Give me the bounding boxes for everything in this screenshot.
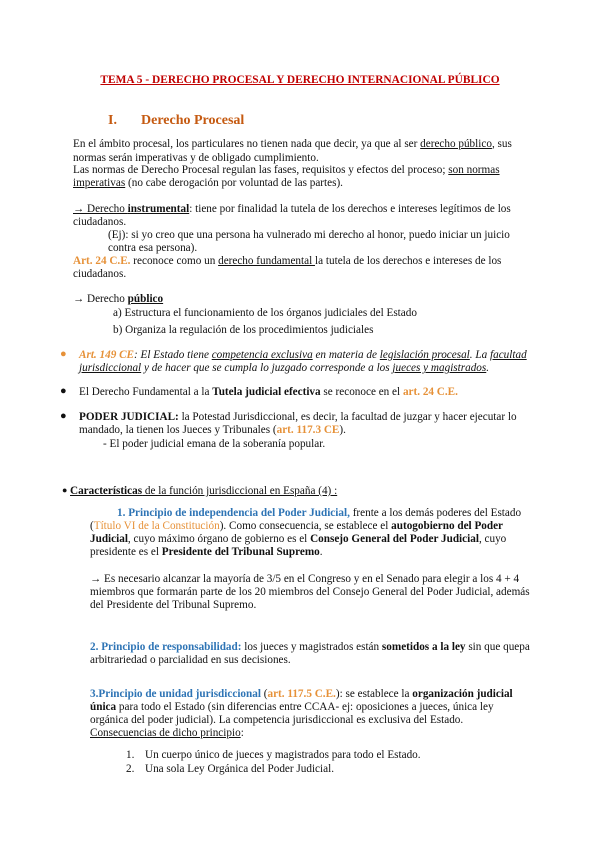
paragraph-line bbox=[90, 700, 494, 714]
text: ). Como consecuencia, se establece el bbox=[219, 520, 392, 532]
paragraph-line bbox=[79, 348, 527, 362]
text-bold: sometidos a la ley bbox=[381, 641, 466, 653]
text-underlined: legislación procesal bbox=[379, 349, 470, 361]
paragraph-line bbox=[90, 545, 323, 559]
paragraph-line bbox=[73, 137, 528, 151]
text-underlined: jurisdiccional bbox=[79, 362, 142, 374]
numbered-item-number: 2. bbox=[126, 763, 135, 775]
text-bold: Judicial bbox=[90, 533, 128, 545]
text-bold: público bbox=[127, 293, 164, 305]
paragraph-line bbox=[90, 687, 513, 701]
bullet-icon: ● bbox=[60, 410, 67, 422]
example-line: contra esa persona). bbox=[108, 242, 198, 254]
text: en materia de bbox=[312, 349, 380, 361]
principle-heading: 3.Principio de unidad jurisdiccional bbox=[90, 688, 261, 700]
bullet-icon: ● bbox=[62, 485, 68, 495]
paragraph-line: normas serán imperativas y de obligado cumplimiento. bbox=[73, 152, 319, 164]
paragraph-line bbox=[90, 726, 244, 740]
note-line: → Es necesario alcanzar la mayoría de 3/5 en el Congreso y en el Senado para elegir a los 4 + 4 bbox=[90, 573, 520, 585]
paragraph-line: orgánica del poder judicial). La competencia jurisdiccional es exclusiva del Estado. bbox=[90, 714, 464, 726]
bullet-icon: ● bbox=[60, 385, 67, 397]
text: (no cabe derogación por voluntad de las partes). bbox=[125, 177, 343, 189]
text-underlined: competencia exclusiva bbox=[211, 349, 313, 361]
text-underlined: facultad bbox=[490, 349, 527, 361]
section-heading: Derecho Procesal bbox=[141, 113, 245, 128]
text-underlined: imperativas bbox=[73, 177, 126, 189]
section-number: I. bbox=[108, 113, 117, 128]
arrow-text: → Derecho bbox=[73, 293, 128, 305]
text: para todo el Estado (sin diferencias entre CCAA- ej: oposiciones a jueces, única ley bbox=[116, 701, 494, 713]
text: . La bbox=[469, 349, 491, 361]
text: : El Estado tiene bbox=[134, 349, 212, 361]
text: se reconoce en el bbox=[320, 386, 403, 398]
paragraph-line bbox=[73, 292, 163, 306]
text-underlined: de la función jurisdiccional en España (4) : bbox=[142, 485, 338, 497]
article-reference: art. 117.5 C.E. bbox=[267, 688, 336, 700]
article-reference: art. 117.3 CE bbox=[276, 424, 340, 436]
principle-heading: 1. Principio de independencia del Poder Judicial, bbox=[117, 507, 350, 519]
paragraph-line bbox=[73, 254, 501, 268]
note-line: del Presidente del Tribunal Supremo. bbox=[90, 599, 257, 611]
numbered-item: Una sola Ley Orgánica del Poder Judicial. bbox=[145, 763, 334, 775]
paragraph-line bbox=[79, 385, 458, 399]
text: En el ámbito procesal, los particulares no tienen nada que decir, ya que al ser bbox=[73, 138, 421, 150]
text-bold: Consejo General del Poder Judicial bbox=[310, 533, 479, 545]
text-underlined: son normas bbox=[448, 164, 500, 176]
example-line: (Ej): si yo creo que una persona ha vulnerado mi derecho al honor, puedo iniciar un juicio bbox=[108, 229, 510, 241]
text: Las normas de Derecho Procesal regulan las fases, requisitos y efectos del proceso; bbox=[73, 164, 449, 176]
text-bold: organización judicial bbox=[412, 688, 513, 700]
text-bold: única bbox=[90, 701, 117, 713]
text-underlined: jueces y magistrados bbox=[392, 362, 487, 374]
text-underlined: derecho público bbox=[420, 138, 492, 150]
paragraph-line bbox=[73, 163, 500, 177]
text-underlined: Consecuencias de dicho principio bbox=[90, 727, 241, 739]
text: mandado, la tienen los Jueces y Tribunales ( bbox=[79, 424, 277, 436]
text: . bbox=[486, 362, 490, 374]
paragraph-line bbox=[90, 532, 506, 546]
bullet-icon: ● bbox=[60, 348, 67, 360]
paragraph-line bbox=[73, 202, 511, 216]
text: frente a los demás poderes del Estado bbox=[349, 507, 522, 519]
text-bold: Características bbox=[70, 485, 143, 497]
arrow-text: → Derecho bbox=[73, 203, 128, 215]
text-bold: instrumental bbox=[127, 203, 190, 215]
paragraph-line: ciudadanos. bbox=[73, 268, 127, 280]
text-bold: autogobierno del Poder bbox=[391, 520, 504, 532]
text: , sus bbox=[491, 138, 512, 150]
paragraph-line: ciudadanos. bbox=[73, 216, 127, 228]
text: los jueces y magistrados están bbox=[241, 641, 382, 653]
list-item: b) Organiza la regulación de los procedimientos judiciales bbox=[113, 324, 374, 336]
text: ): se establece la bbox=[335, 688, 413, 700]
text: reconoce como un bbox=[130, 255, 219, 267]
text: y de hacer que se cumpla lo juzgado corresponde a los bbox=[141, 362, 393, 374]
text-bold: PODER JUDICIAL: bbox=[79, 411, 179, 423]
note-line: miembros que formarán parte de los 20 miembros del Consejo General del Poder Judicial, además bbox=[90, 586, 530, 598]
text: ). bbox=[339, 424, 346, 436]
paragraph-line bbox=[73, 176, 343, 190]
article-reference: Título VI de la Constitución bbox=[93, 520, 220, 532]
text: , cuyo bbox=[478, 533, 507, 545]
paragraph-line bbox=[117, 506, 521, 520]
text-underlined: derecho fundamental bbox=[218, 255, 316, 267]
document-title: TEMA 5 - DERECHO PROCESAL Y DERECHO INTERNACIONAL PÚBLICO bbox=[100, 74, 500, 86]
paragraph-line bbox=[90, 640, 530, 654]
text: sin que quepa bbox=[465, 641, 530, 653]
article-reference: art. 24 C.E. bbox=[402, 386, 458, 398]
paragraph-line bbox=[90, 519, 503, 533]
text: : bbox=[240, 727, 244, 739]
paragraph-line bbox=[70, 484, 337, 498]
text: El Derecho Fundamental a la bbox=[79, 386, 213, 398]
principle-heading: 2. Principio de responsabilidad: bbox=[90, 641, 242, 653]
text: : tiene por finalidad la tutela de los derechos e intereses legítimos de los bbox=[189, 203, 511, 215]
text: ( bbox=[260, 688, 268, 700]
paragraph-line bbox=[79, 423, 346, 437]
sub-item: - El poder judicial emana de la soberanía popular. bbox=[103, 438, 326, 450]
text: la tutela de los derechos e intereses de los bbox=[315, 255, 502, 267]
article-reference: Art. 149 CE bbox=[79, 349, 135, 361]
paragraph-line bbox=[79, 410, 517, 424]
text-bold: Tutela judicial efectiva bbox=[212, 386, 321, 398]
numbered-item-number: 1. bbox=[126, 749, 135, 761]
text: presidente es el bbox=[90, 546, 162, 558]
text: , cuyo máximo órgano de gobierno es el bbox=[127, 533, 311, 545]
text: . bbox=[319, 546, 323, 558]
text: la Potestad Jurisdiccional, es decir, la facultad de juzgar y hacer ejecutar lo bbox=[178, 411, 517, 423]
numbered-item: Un cuerpo único de jueces y magistrados para todo el Estado. bbox=[145, 749, 421, 761]
paragraph-line: arbitrariedad o parcialidad en sus decisiones. bbox=[90, 654, 291, 666]
text: ( bbox=[90, 520, 94, 532]
article-reference: Art. 24 C.E. bbox=[73, 255, 131, 267]
paragraph-line bbox=[79, 361, 489, 375]
text-bold: Presidente del Tribunal Supremo bbox=[161, 546, 320, 558]
list-item: a) Estructura el funcionamiento de los órganos judiciales del Estado bbox=[113, 307, 417, 319]
